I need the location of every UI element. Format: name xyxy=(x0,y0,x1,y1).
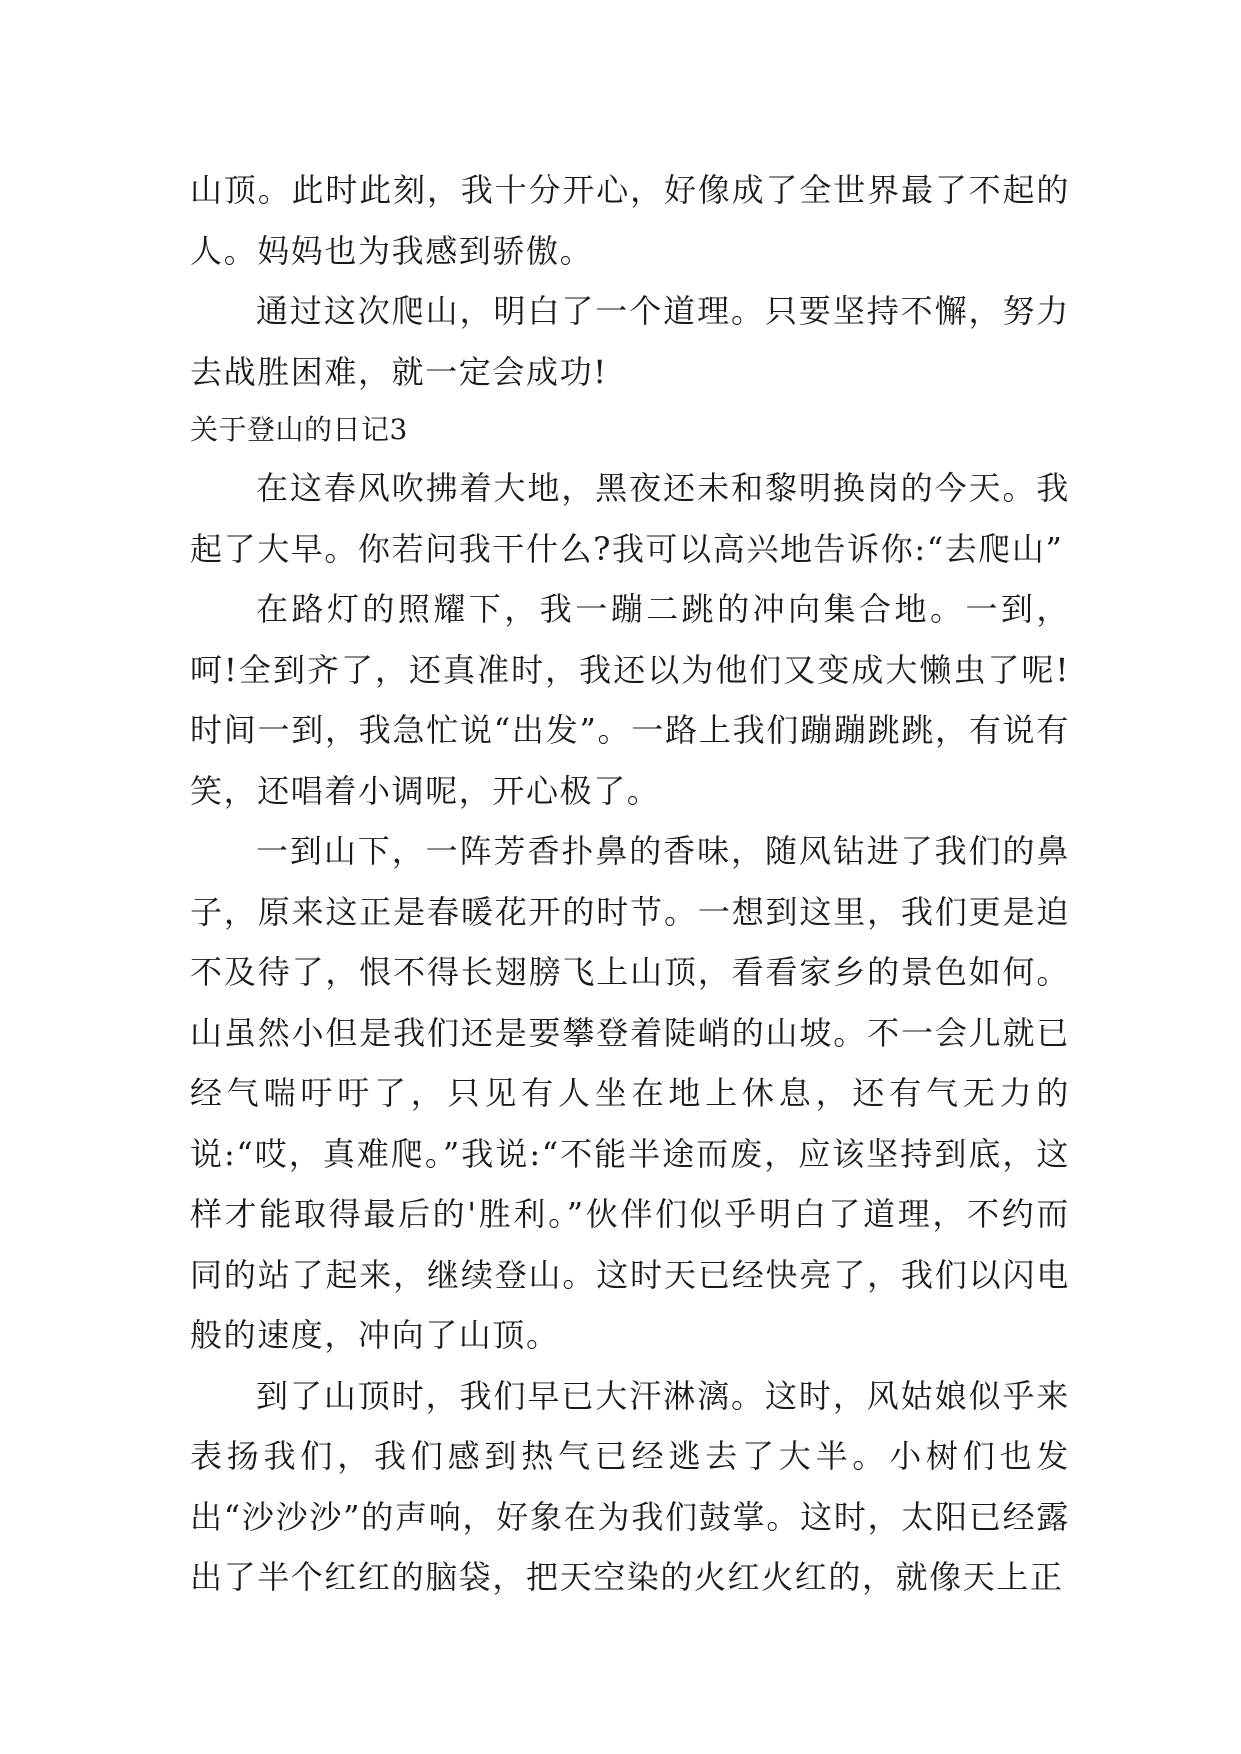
paragraph-6: 到了山顶时，我们早已大汗淋漓。这时，风姑娘似乎来表扬我们，我们感到热气已经逃去了大半。小树们也发出“沙沙沙”的声响，好象在为我们鼓掌。这时，太阳已经露出了半个红红的脑袋，把天空染的火红火红的，就像天上正 xyxy=(190,1376,1070,1596)
section-heading: 关于登山的日记3 xyxy=(190,413,408,446)
document-body xyxy=(190,160,1070,1608)
paragraph-1: 山顶。此时此刻，我十分开心，好像成了全世界最了不起的人。妈妈也为我感到骄傲。 xyxy=(190,171,1070,270)
paragraph-4: 在路灯的照耀下，我一蹦二跳的冲向集合地。一到，呵!全到齐了，还真准时，我还以为他们又变成大懒虫了呢!时间一到，我急忙说“出发”。一路上我们蹦蹦跳跳，有说有笑，还唱着小调呢，开心极了。 xyxy=(190,590,1070,810)
paragraph-2: 通过这次爬山，明白了一个道理。只要坚持不懈，努力去战胜困难，就一定会成功! xyxy=(190,292,1070,391)
paragraph-3: 在这春风吹拂着大地，黑夜还未和黎明换岗的今天。我起了大早。你若问我干什么?我可以高兴地告诉你:“去爬山” xyxy=(190,469,1070,568)
paragraph-5: 一到山下，一阵芳香扑鼻的香味，随风钻进了我们的鼻子，原来这正是春暖花开的时节。一想到这里，我们更是迫不及待了，恨不得长翅膀飞上山顶，看看家乡的景色如何。山虽然小但是我们还是要攀登着陡峭的山坡。不一会儿就已经气喘吁吁了，只见有人坐在地上休息，还有气无力的说:“哎，真难爬。”我说:“不能半途而废，应该坚持到底，这样才能取得最后的'胜利。”伙伴们似乎明白了道理，不约而同的站了起来，继续登山。这时天已经快亮了，我们以闪电般的速度，冲向了山顶。 xyxy=(190,832,1070,1354)
